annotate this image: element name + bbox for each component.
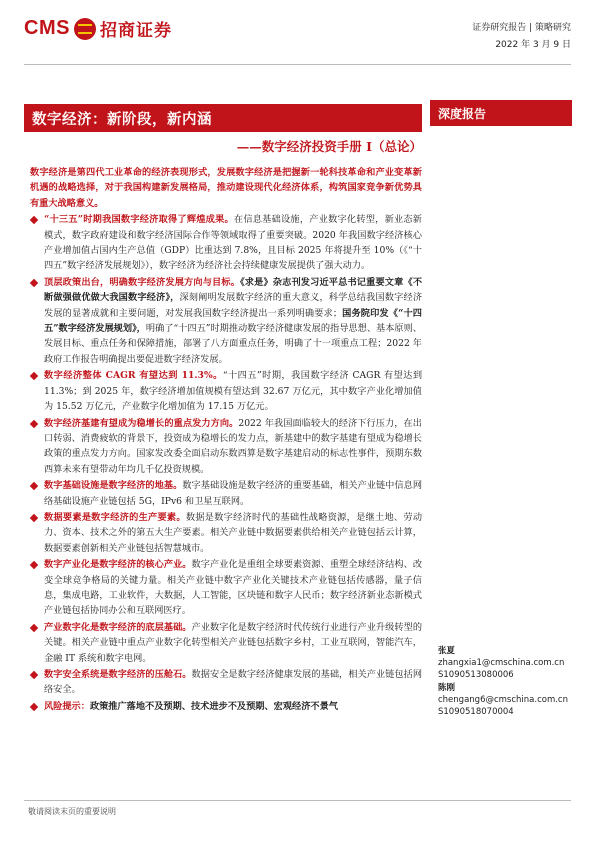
bullet-icon <box>30 216 38 224</box>
footer-divider <box>24 800 571 801</box>
analyst-name: 陈刚 <box>438 682 456 693</box>
report-type-label: 深度报告 <box>438 106 487 121</box>
bullet-icon <box>30 671 38 679</box>
bullet-icon <box>30 482 38 490</box>
analyst-cert: S1090518070004 <box>438 707 514 718</box>
analyst-2 <box>438 682 578 719</box>
main-body <box>30 165 422 715</box>
bullet-icon <box>30 703 38 711</box>
paragraph-6: 数据要素是数字经济的生产要素。数据是数字经济时代的基础性战略资源，是继土地、劳动力、资本、技术之外的第五大生产要素。相关产业链中数据要素供给相关产业链包括云计算，数据要素创新相关产业链包括智慧城市。 <box>30 510 422 556</box>
analyst-name: 张夏 <box>438 646 456 656</box>
analyst-email[interactable]: chengang6@cmschina.com.cn <box>438 694 568 705</box>
bullet-icon <box>30 372 38 380</box>
paragraph-9: 数字安全系统是数字经济的压舱石。数据安全是数字经济健康发展的基础，相关产业链包括网络安全。 <box>30 667 422 698</box>
brand-logo <box>24 16 172 41</box>
report-title: 数字经济：新阶段，新内涵 <box>32 110 212 128</box>
analyst-cert: S1090513080006 <box>438 670 514 681</box>
paragraph-3: 数字经济整体 CAGR 有望达到 11.3%。“十四五”时期，我国数字经济 CAGR 有望达到 11.3%；到 2025 年，数字经济增加值规模有望达到 32.67 万亿元，其中数字产业化增加值为 15.52 万亿元，产业数字化增加值为 17.15 万亿元。 <box>30 368 422 414</box>
bullet-icon <box>30 419 38 427</box>
bullet-icon <box>30 624 38 632</box>
paragraph-1: “十三五”时期我国数字经济取得了辉煌成果。在信息基础设施，产业数字化转型，新业态新模式，数字政府建设和数字经济国际合作等领域取得了重要突破。2020 年我国数字经济核心产业增加值占国内生产总值（GDP）比重达到 7.8%，且目标 2025 年将提升至 10%（《“十四五”数字经济发展规划》），数字经济为经济社会持续健康发展提供了强大动力。 <box>30 212 422 274</box>
analyst-email[interactable]: zhangxia1@cmschina.com.cn <box>438 658 565 669</box>
brand-cn-name: 招商证券 <box>99 21 172 41</box>
analyst-panel <box>438 645 578 718</box>
header-divider <box>24 64 571 65</box>
analyst-1 <box>438 645 578 682</box>
report-type-tag <box>430 100 572 126</box>
intro-paragraph: 数字经济是第四代工业革命的经济表现形式，发展数字经济是把握新一轮科技革命和产业变革新机遇的战略选择，对于我国构建新发展格局，推动建设现代化经济体系，构筑国家竞争新优势具有重大战略意义。 <box>30 167 422 209</box>
report-subtitle: ——数字经济投资手册 I（总论） <box>236 139 422 154</box>
bullet-icon <box>30 279 38 287</box>
brand-cms-text: CMS <box>24 17 70 39</box>
report-category: 证券研究报告 | 策略研究 <box>472 23 571 33</box>
header-meta <box>472 20 571 54</box>
paragraph-2: 顶层政策出台，明确数字经济发展方向与目标。《求是》杂志刊发习近平总书记重要文章《不断做强做优做大我国数字经济》，深刻阐明发展数字经济的重大意义，科学总结我国数字经济发展的显著成就和主要问题，对发展我国数字经济提出一系列明确要求；国务院印发《“十四五”数字经济发展规划》，明确了“十四五”时期推动数字经济健康发展的指导思想、基本原则、发展目标、重点任务和保障措施，部署了八方面重点任务，明确了十一项重点工程；2022 年政府工作报告明确提出要促进数字经济发展。 <box>30 275 422 367</box>
title-bar <box>24 104 422 132</box>
footer-note: 敬请阅读末页的重要说明 <box>28 807 116 816</box>
report-date: 2022 年 3 月 9 日 <box>495 40 571 50</box>
bullet-icon <box>30 514 38 522</box>
cms-logo-badge-icon <box>74 18 96 40</box>
paragraph-7: 数字产业化是数字经济的核心产业。数字产业化是重组全球要素资源、重塑全球经济结构、改变全球竞争格局的关键力量。相关产业链中数字产业化关键技术产业链包括传感器，量子信息，集成电路，工业软件，大数据，人工智能，区块链和数字人民币；数字经济新业态新模式产业链包括协同办公和互联网医疗。 <box>30 557 422 619</box>
paragraph-8: 产业数字化是数字经济的底层基础。产业数字化是数字经济时代传统行业进行产业升级转型的关键。相关产业链中重点产业数字化转型相关产业链包括数字乡村，工业互联网，智能汽车，金融 IT 系统和数字电网。 <box>30 620 422 666</box>
paragraph-4: 数字经济基建有望成为稳增长的重点发力方向。2022 年我国面临较大的经济下行压力，在出口转弱、消费疲软的背景下，投资成为稳增长的发力点，新基建中的数字基建有望成为稳增长政策的重点发力方向。国家发改委全面启动东数西算是数字基建启动的标志性事件，预期东数西算未来有望带动年均几千亿投资规模。 <box>30 416 422 478</box>
risk-warning: 风险提示：政策推广落地不及预期、技术进步不及预期、宏观经济不景气 <box>30 699 422 714</box>
paragraph-5: 数字基础设施是数字经济的地基。数字基础设施是数字经济的重要基础，相关产业链中信息网络基础设施产业链包括 5G，IPv6 和卫星互联网。 <box>30 478 422 509</box>
bullet-icon <box>30 561 38 569</box>
